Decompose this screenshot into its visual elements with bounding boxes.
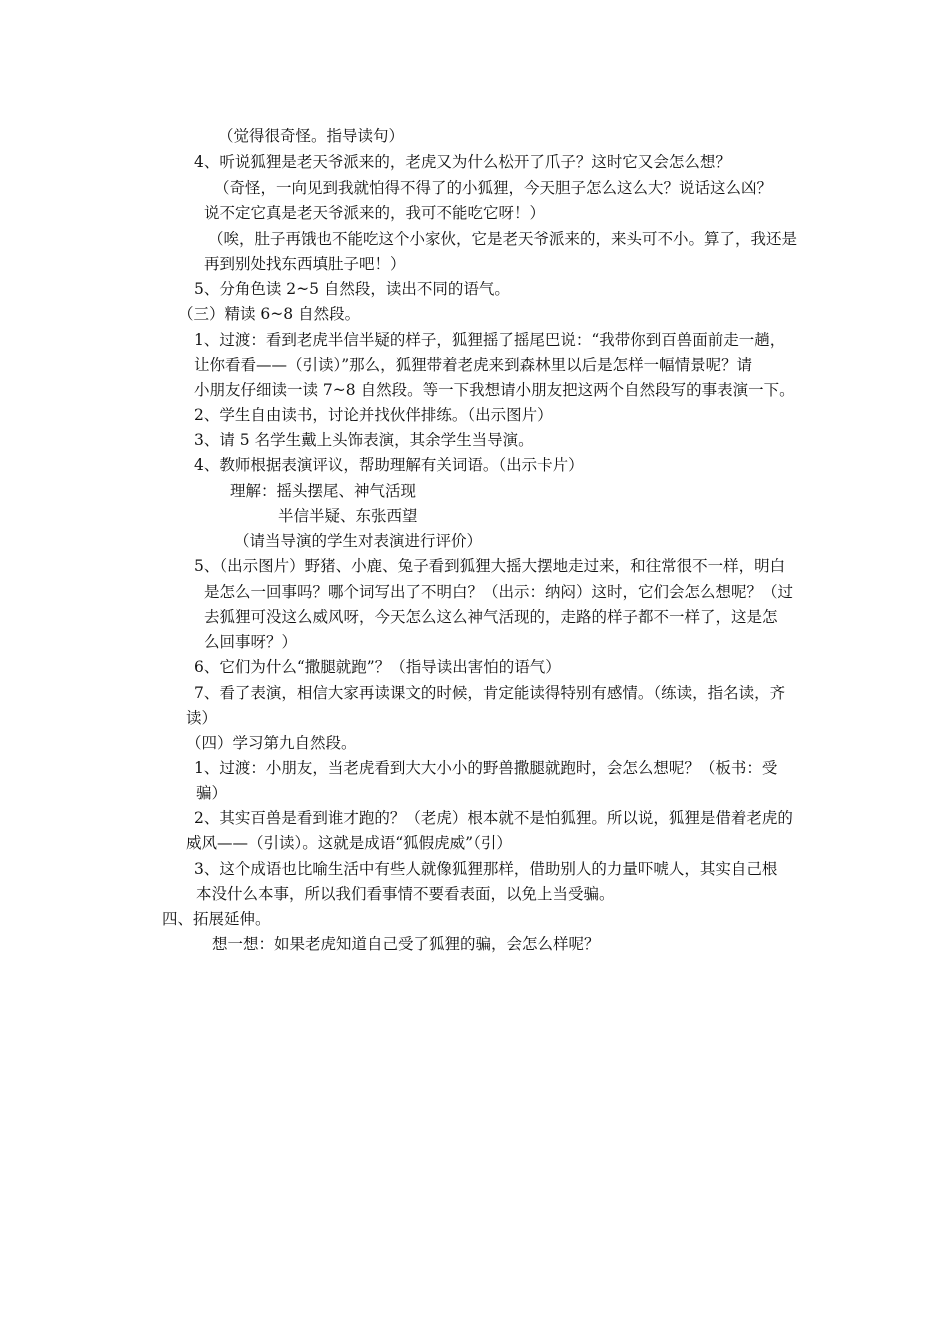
text-line: 2、其实百兽是看到谁才跑的？（老虎）根本就不是怕狐狸。所以说，狐狸是借着老虎的	[194, 809, 793, 827]
text-line: （请当导演的学生对表演进行评价）	[234, 532, 483, 550]
text-line: 1、过渡：看到老虎半信半疑的样子，狐狸摇了摇尾巴说：“我带你到百兽面前走一趟，	[194, 331, 786, 349]
text-line: （奇怪，一向见到我就怕得不得了的小狐狸，今天胆子怎么这么大？说话这么凶？	[214, 179, 773, 197]
text-line: 是怎么一回事吗？哪个词写出了不明白？（出示：纳闷）这时，它们会怎么想呢？（过	[204, 583, 794, 601]
text-line: 去狐狸可没这么威风呀，今天怎么这么神气活现的，走路的样子都不一样了，这是怎	[204, 608, 778, 626]
text-line: 6、它们为什么“撒腿就跑”？（指导读出害怕的语气）	[194, 658, 561, 676]
section-heading: 四、拓展延伸。	[162, 910, 271, 928]
text-line: （觉得很奇怪。指导读句）	[218, 127, 405, 145]
text-line: 2、学生自由读书，讨论并找伙伴排练。（出示图片）	[194, 406, 553, 424]
text-line: 想一想：如果老虎知道自己受了狐狸的骗，会怎么样呢？	[212, 935, 600, 953]
text-line: 半信半疑、东张西望	[278, 507, 418, 525]
text-line: 读）	[186, 709, 218, 727]
text-line: 理解：摇头摆尾、神气活现	[230, 482, 417, 500]
text-line: 小朋友仔细读一读 7~8 自然段。等一下我想请小朋友把这两个自然段写的事表演一下。	[194, 381, 795, 399]
text-line: 威风——（引读）。这就是成语“狐假虎威”（引）	[186, 834, 512, 852]
text-line: 5、（出示图片）野猪、小鹿、兔子看到狐狸大摇大摆地走过来，和往常很不一样，明白	[194, 557, 786, 575]
text-line: 4、教师根据表演评议，帮助理解有关词语。（出示卡片）	[194, 456, 584, 474]
section-heading: （三）精读 6~8 自然段。	[178, 305, 361, 323]
text-line: 5、分角色读 2~5 自然段，读出不同的语气。	[194, 280, 510, 298]
text-line: （唉，肚子再饿也不能吃这个小家伙，它是老天爷派来的，来头可不小。算了，我还是	[208, 230, 798, 248]
text-line: 让你看看——（引读）”那么，狐狸带着老虎来到森林里以后是怎样一幅情景呢？请	[194, 356, 753, 374]
text-line: 3、这个成语也比喻生活中有些人就像狐狸那样，借助别人的力量吓唬人，其实自己根	[194, 860, 778, 878]
text-line: 骗）	[196, 784, 228, 802]
text-line: 么回事呀？）	[204, 633, 298, 651]
text-line: 3、请 5 名学生戴上头饰表演，其余学生当导演。	[194, 431, 534, 449]
text-line: 说不定它真是老天爷派来的，我可不能吃它呀！）	[204, 204, 546, 222]
text-line: 再到别处找东西填肚子吧！）	[204, 255, 406, 273]
text-line: 本没什么本事，所以我们看事情不要看表面，以免上当受骗。	[196, 885, 615, 903]
text-line: 7、看了表演，相信大家再读课文的时候，肯定能读得特别有感情。（练读，指名读，齐	[194, 684, 786, 702]
section-heading: （四）学习第九自然段。	[186, 734, 357, 752]
text-line: 1、过渡：小朋友，当老虎看到大大小小的野兽撒腿就跑时，会怎么想呢？（板书：受	[194, 759, 778, 777]
text-line: 4、听说狐狸是老天爷派来的，老虎又为什么松开了爪子？这时它又会怎么想？	[194, 153, 731, 171]
